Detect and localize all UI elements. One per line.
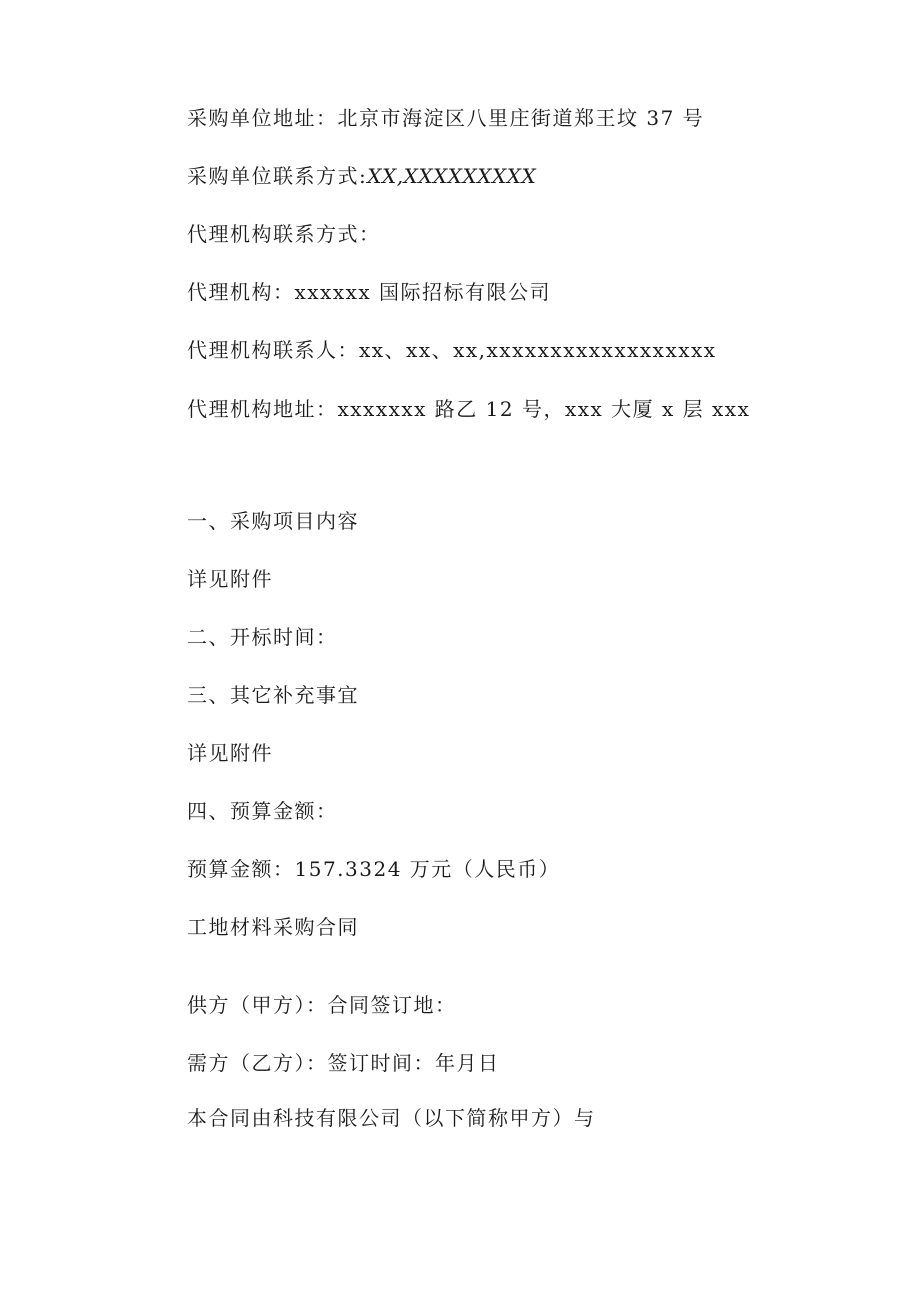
section-3-heading: 三、其它补充事宜 [187, 683, 359, 707]
agency-name: 代理机构：xxxxxx 国际招标有限公司 [187, 280, 552, 304]
section-2-heading: 二、开标时间： [187, 625, 338, 649]
section-1-heading: 一、采购项目内容 [187, 509, 359, 533]
agency-contact-person: 代理机构联系人：xx、xx、xx,xxxxxxxxxxxxxxxxxx [187, 338, 717, 362]
agency-contact-heading: 代理机构联系方式： [187, 222, 381, 246]
section-1-text: 详见附件 [187, 567, 273, 591]
purchaser-contact-label: 采购单位联系方式: [187, 164, 368, 188]
purchaser-address: 采购单位地址：北京市海淀区八里庄街道郑王坟 37 号 [187, 106, 705, 130]
supplier-party: 供方（甲方）：合同签订地： [187, 993, 457, 1017]
contract-title: 工地材料采购合同 [187, 915, 359, 939]
budget-amount: 预算金额：157.3324 万元（人民币） [187, 857, 561, 881]
purchaser-contact [187, 162, 536, 190]
purchaser-contact-value: XX,XXXXXXXXX [367, 164, 537, 188]
agency-address: 代理机构地址：xxxxxxx 路乙 12 号，xxx 大厦 x 层 xxx [187, 397, 751, 421]
section-3-text: 详见附件 [187, 741, 273, 765]
contract-intro: 本合同由科技有限公司（以下简称甲方）与 [187, 1106, 596, 1130]
buyer-party: 需方（乙方）：签订时间：年月日 [187, 1051, 500, 1075]
section-4-heading: 四、预算金额： [187, 799, 338, 823]
